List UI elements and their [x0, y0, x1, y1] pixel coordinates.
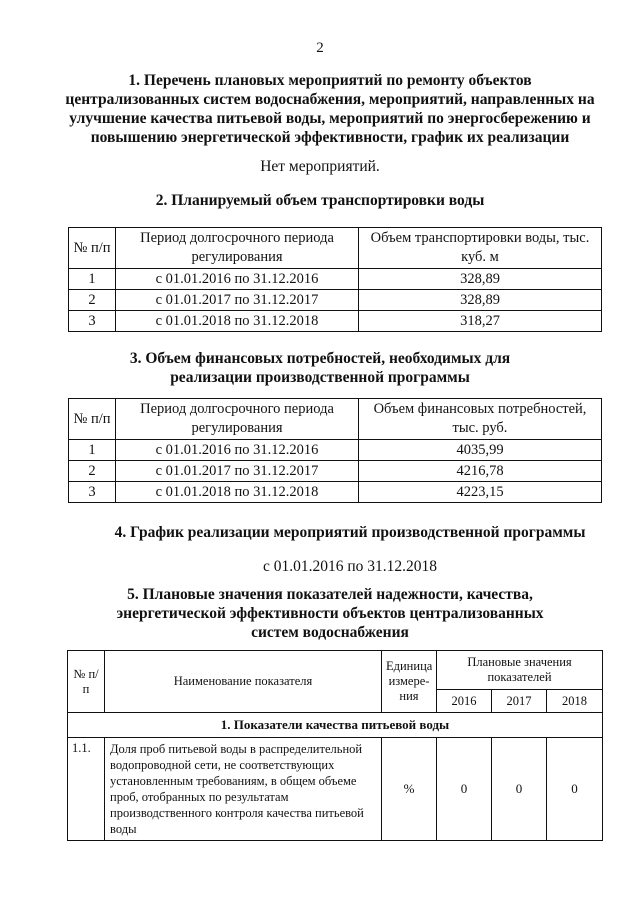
transport-volume-table	[68, 227, 602, 332]
section-5-title: 5. Плановые значения показателей надежности, качества, энергетической эффективности объектов централизованных систем водоснабжения	[116, 586, 544, 641]
table-row	[69, 482, 602, 503]
table-header-row	[69, 399, 602, 440]
cell-value-2018: 0	[547, 738, 603, 841]
col-header-number: № п/п	[69, 399, 116, 440]
indicators-table	[67, 650, 603, 841]
table-row	[69, 290, 602, 311]
table-row	[69, 440, 602, 461]
table-row	[69, 269, 602, 290]
col-header-number: № п/п	[68, 651, 105, 713]
col-header-planned: Плановые значения показателей	[437, 651, 603, 690]
cell-volume: 328,89	[359, 269, 602, 290]
table-row	[69, 461, 602, 482]
col-header-period: Период долгосрочного периода регулирования	[116, 228, 359, 269]
section-3-title: 3. Объем финансовых потребностей, необходимых для реализации производственной программы	[129, 350, 511, 386]
col-header-period: Период долгосрочного периода регулирования	[116, 399, 359, 440]
section-2-title: 2. Планируемый объем транспортировки воды	[155, 192, 485, 209]
cell-period: с 01.01.2017 по 31.12.2017	[116, 461, 359, 482]
table-row	[69, 311, 602, 332]
table-group-row	[68, 713, 603, 738]
cell-number: 2	[69, 461, 116, 482]
cell-indicator-name: Доля проб питьевой воды в распределительной водопроводной сети, не соответствующих установленным требованиям, в общем объеме проб, отобранных по результатам производственного контроля качества питьевой воды	[105, 738, 382, 841]
col-header-year: 2017	[492, 690, 547, 713]
col-header-name: Наименование показателя	[105, 651, 382, 713]
table-header-row	[69, 228, 602, 269]
cell-number: 1	[69, 440, 116, 461]
col-header-financial: Объем финансовых потребностей, тыс. руб.	[359, 399, 602, 440]
cell-unit: %	[382, 738, 437, 841]
cell-value-2016: 0	[437, 738, 492, 841]
cell-value-2017: 0	[492, 738, 547, 841]
table-row	[68, 738, 603, 841]
col-header-year: 2018	[547, 690, 603, 713]
cell-period: с 01.01.2018 по 31.12.2018	[116, 482, 359, 503]
col-header-volume: Объем транспортировки воды, тыс. куб. м	[359, 228, 602, 269]
cell-number: 2	[69, 290, 116, 311]
col-header-unit: Единица измере-ния	[382, 651, 437, 713]
cell-amount: 4223,15	[359, 482, 602, 503]
section-1-title: 1. Перечень плановых мероприятий по ремонту объектов централизованных систем водоснабжения, мероприятий, направленных на улучшение качества питьевой воды, мероприятий по энергосбережению и повышению энергетической эффективности, график их реализации	[65, 72, 595, 146]
section-1-note: Нет мероприятий.	[260, 158, 380, 175]
cell-volume: 318,27	[359, 311, 602, 332]
cell-period: с 01.01.2016 по 31.12.2016	[116, 440, 359, 461]
cell-number: 1.1.	[68, 738, 105, 841]
table-header-row	[68, 651, 603, 690]
cell-volume: 328,89	[359, 290, 602, 311]
cell-period: с 01.01.2017 по 31.12.2017	[116, 290, 359, 311]
cell-amount: 4216,78	[359, 461, 602, 482]
section-4-period: с 01.01.2016 по 31.12.2018	[262, 558, 438, 575]
cell-number: 3	[69, 482, 116, 503]
cell-period: с 01.01.2016 по 31.12.2016	[116, 269, 359, 290]
col-header-number: № п/п	[69, 228, 116, 269]
page-number: 2	[316, 40, 324, 56]
cell-amount: 4035,99	[359, 440, 602, 461]
cell-number: 3	[69, 311, 116, 332]
cell-period: с 01.01.2018 по 31.12.2018	[116, 311, 359, 332]
cell-number: 1	[69, 269, 116, 290]
col-header-year: 2016	[437, 690, 492, 713]
section-4-title: 4. График реализации мероприятий производственной программы	[114, 524, 586, 541]
group-label: 1. Показатели качества питьевой воды	[68, 713, 603, 738]
financial-needs-table	[68, 398, 602, 503]
